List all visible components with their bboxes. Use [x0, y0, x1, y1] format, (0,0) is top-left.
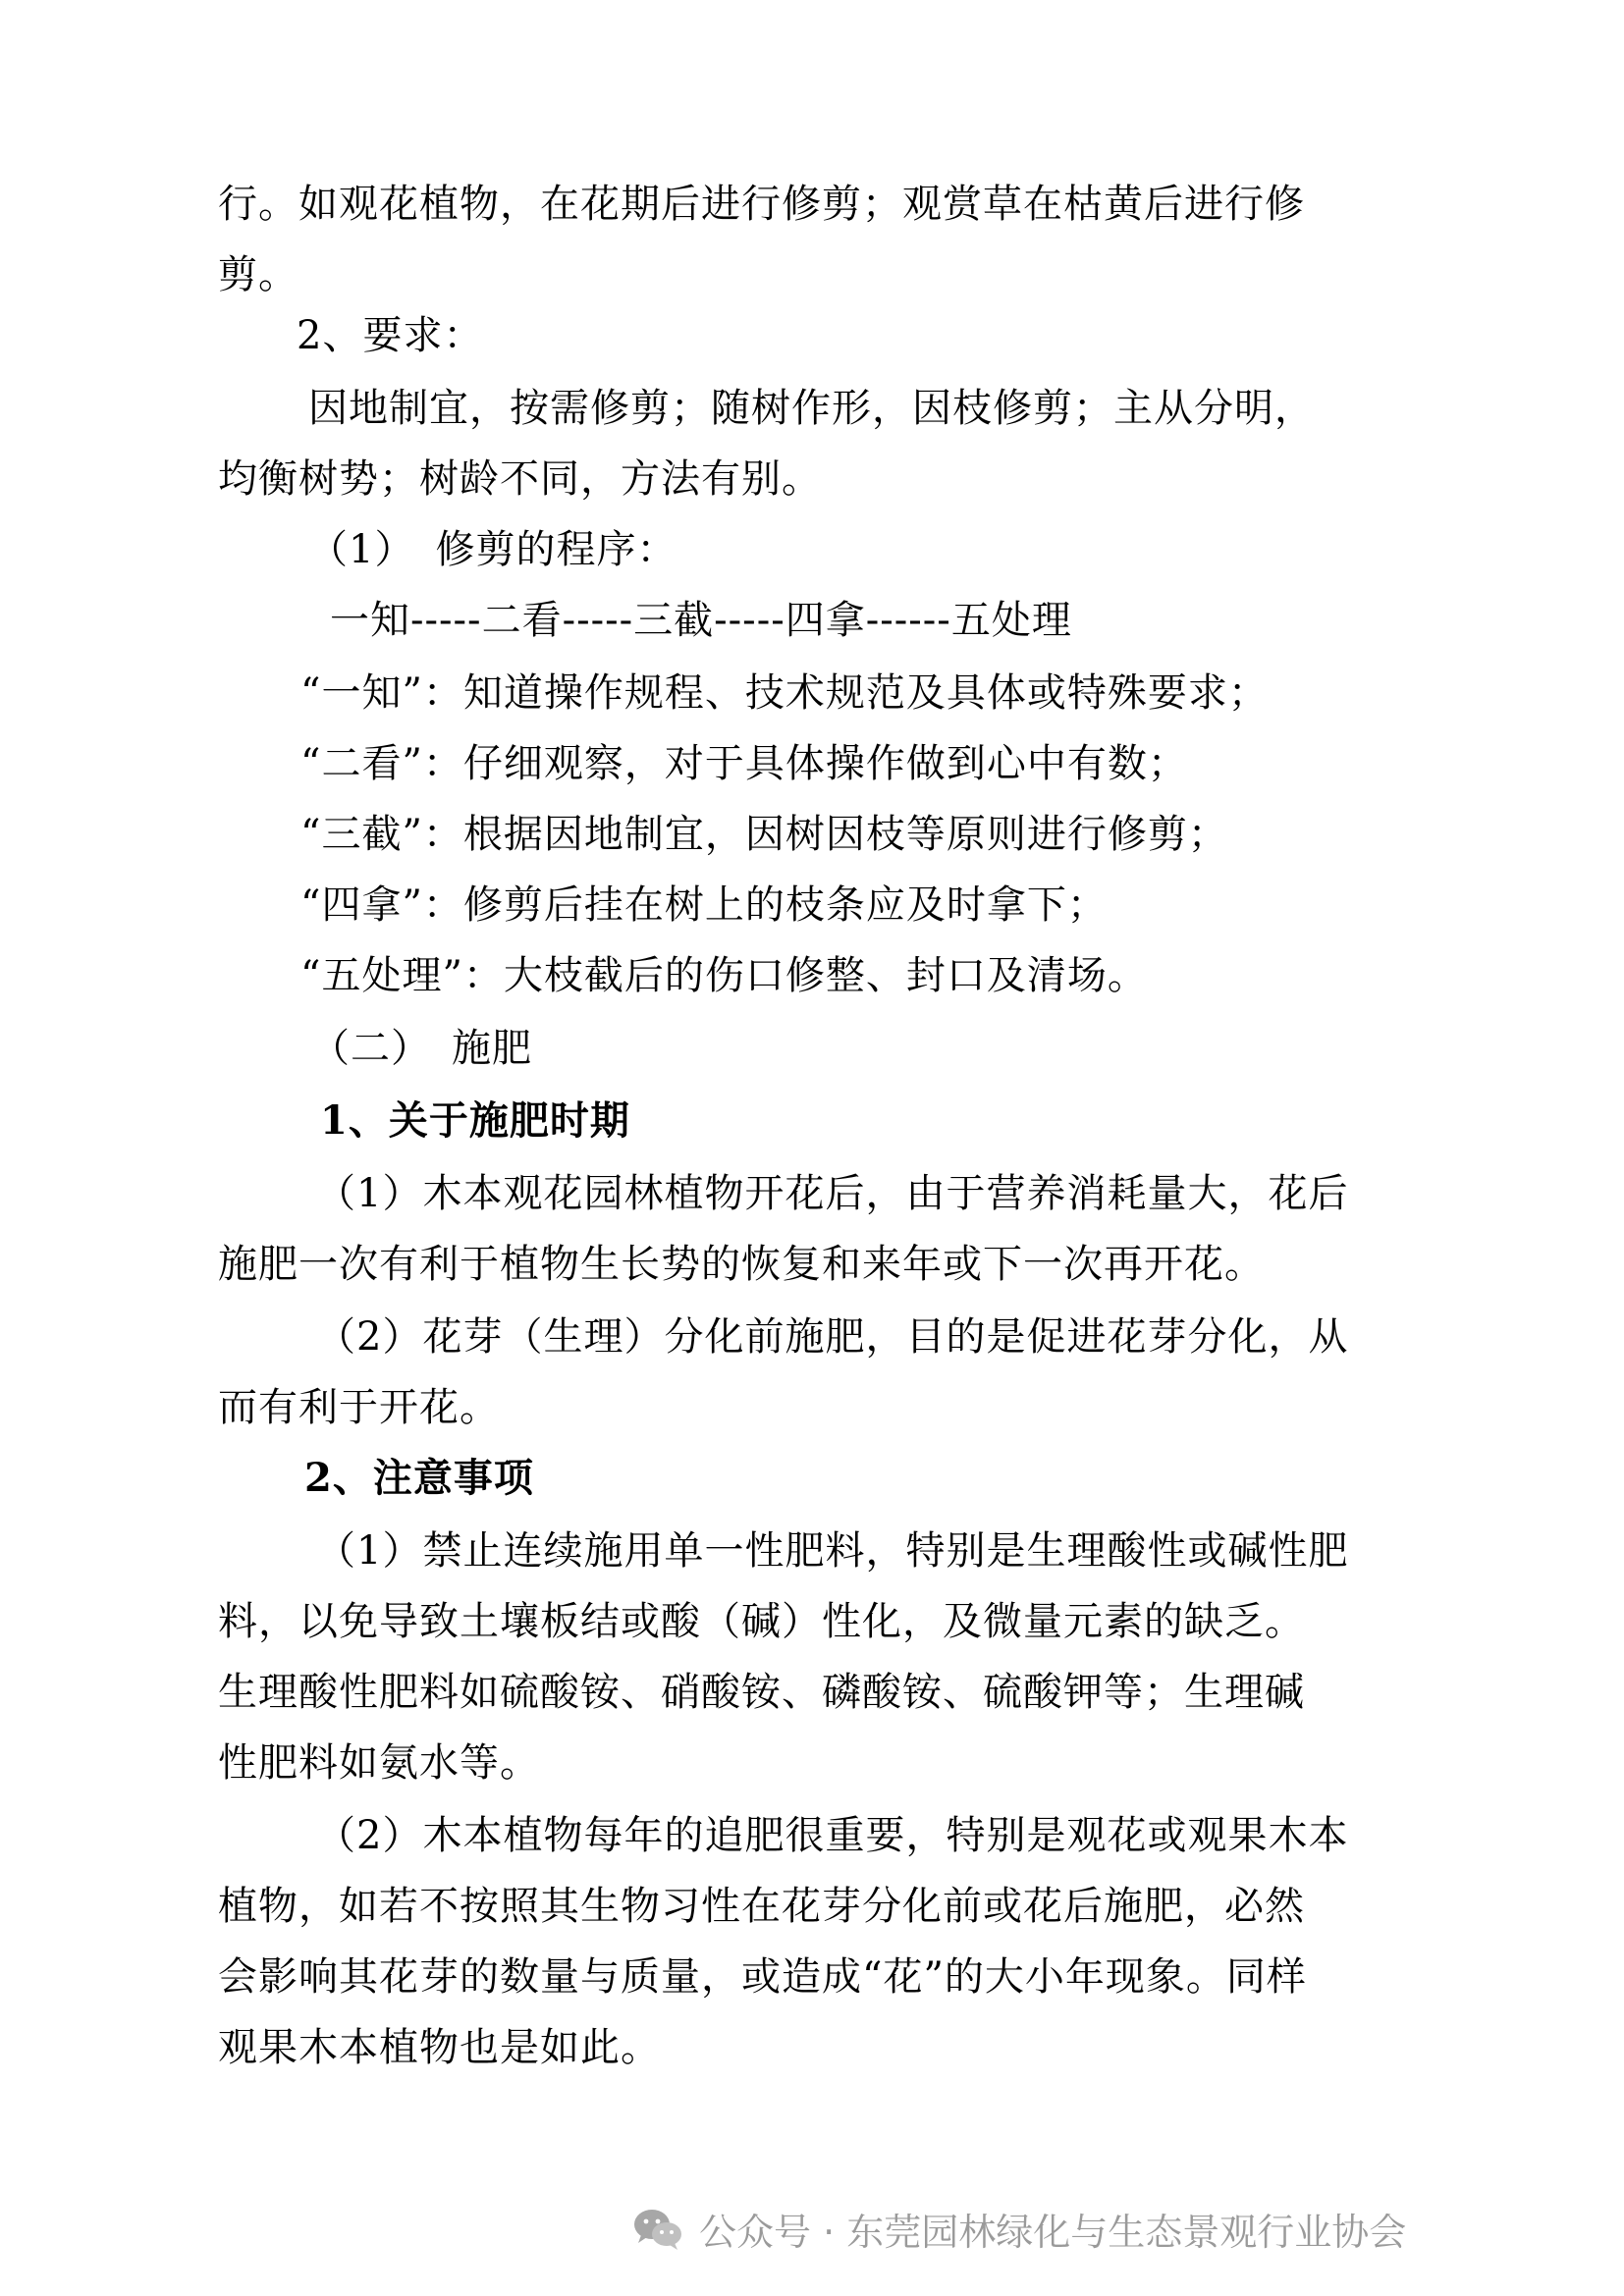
wechat-icon — [628, 2199, 687, 2258]
paragraph-line: （1）禁止连续施用单一性肥料，特别是生理酸性或碱性肥 — [316, 1528, 1349, 1574]
section-heading: 2、注意事项 — [304, 1455, 534, 1501]
procedure-step: “五处理”：大枝截后的伤口修整、封口及清场。 — [300, 953, 1148, 998]
procedure-sequence: 一知-----二看-----三截-----四拿------五处理 — [330, 598, 1072, 643]
paragraph-line: 性肥料如氨水等。 — [218, 1740, 540, 1786]
paragraph-line: 行。如观花植物，在花期后进行修剪；观赏草在枯黄后进行修 — [218, 182, 1305, 227]
paragraph-line: （2）花芽（生理）分化前施肥，目的是促进花芽分化，从 — [316, 1314, 1349, 1360]
procedure-step: “三截”：根据因地制宜，因树因枝等原则进行修剪； — [300, 812, 1228, 857]
wechat-watermark — [628, 2199, 1406, 2258]
paragraph-line: （2）木本植物每年的追肥很重要，特别是观花或观果木本 — [316, 1813, 1349, 1858]
paragraph-line: 生理酸性肥料如硫酸铵、硝酸铵、磷酸铵、硫酸钾等；生理碱 — [218, 1670, 1305, 1715]
paragraph-line: （1）木本观花园林植物开花后，由于营养消耗量大，花后 — [316, 1171, 1349, 1216]
paragraph-line: 植物，如若不按照其生物习性在花芽分化前或花后施肥，必然 — [218, 1884, 1305, 1929]
paragraph-line: 而有利于开花。 — [218, 1385, 500, 1430]
subsection-heading: （1） 修剪的程序： — [308, 527, 677, 572]
paragraph-line: 会影响其花芽的数量与质量，或造成“花”的大小年现象。同样 — [218, 1954, 1307, 2000]
procedure-step: “二看”：仔细观察，对于具体操作做到心中有数； — [300, 741, 1188, 786]
paragraph-line: 观果木本植物也是如此。 — [218, 2025, 661, 2070]
paragraph-line: 均衡树势；树龄不同，方法有别。 — [218, 456, 822, 502]
section-heading: 1、关于施肥时期 — [320, 1097, 630, 1144]
paragraph-line: 施肥一次有利于植物生长势的恢复和来年或下一次再开花。 — [218, 1242, 1265, 1287]
paragraph-line: 料，以免导致土壤板结或酸（碱）性化，及微量元素的缺乏。 — [218, 1599, 1305, 1644]
procedure-step: “一知”：知道操作规程、技术规范及具体或特殊要求； — [300, 670, 1269, 716]
section-heading: 2、要求： — [297, 313, 484, 358]
procedure-step: “四拿”：修剪后挂在树上的枝条应及时拿下； — [300, 882, 1108, 928]
paragraph-line: 因地制宜，按需修剪；随树作形，因枝修剪；主从分明， — [308, 386, 1315, 431]
paragraph-line: 剪。 — [218, 252, 298, 297]
watermark-text: 公众号 · 东莞园林绿化与生态景观行业协会 — [699, 2210, 1407, 2254]
section-heading: （二） 施肥 — [310, 1026, 532, 1071]
